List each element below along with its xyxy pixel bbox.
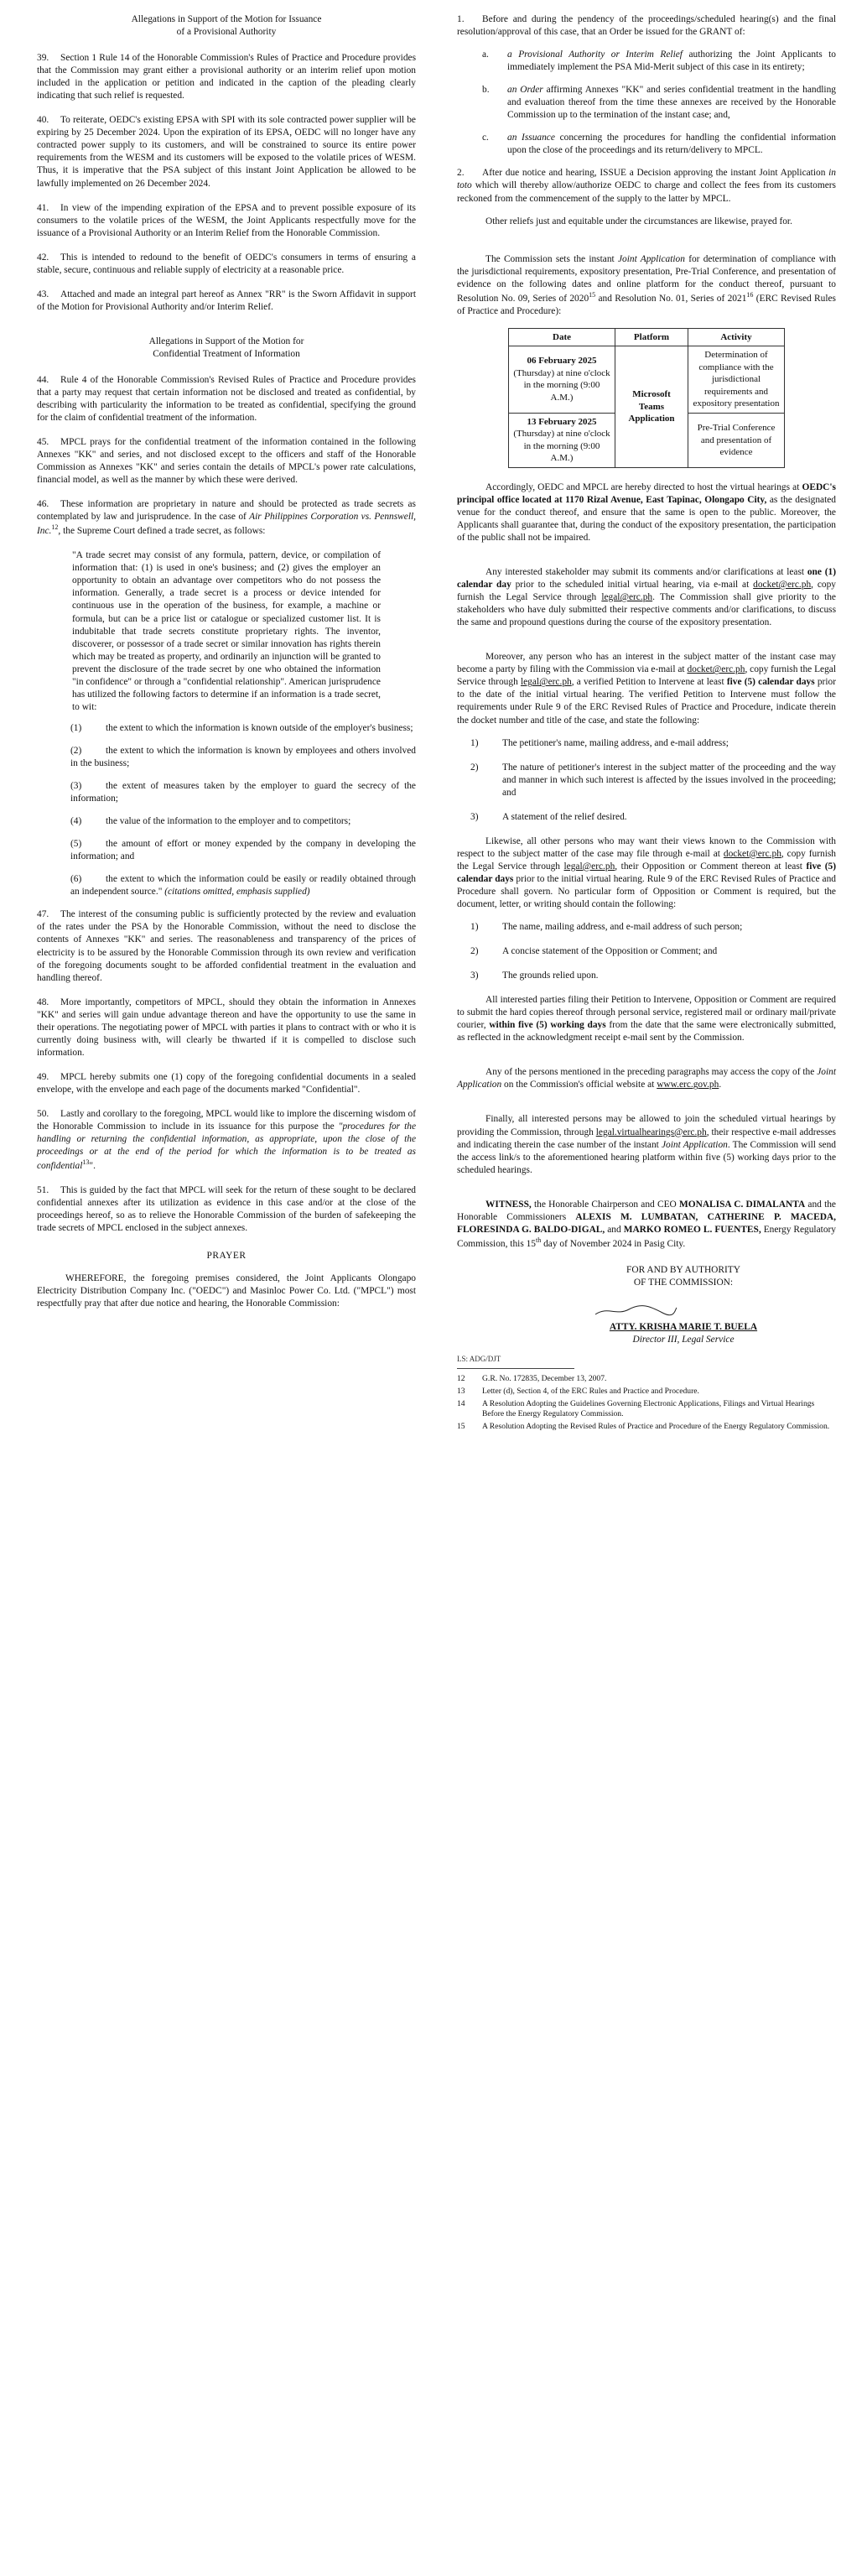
paragraph-44: 44. Rule 4 of the Honorable Commission's Revised Rules of Practice and Procedure provides that a party may request that certain information not be disclosed and treated as confidential, by describing with particularity the information to be treated as confidential, specifying the ground for the claim of confidential treatment of the information. (37, 374, 416, 424)
prayer-subitem-a: a. a Provisional Authority or Interim Relief authorizing the Joint Applicants to immediately implement the PSA Mid-Merit subject of this case in its entirety; (482, 49, 836, 73)
commission-sets-paragraph: The Commission sets the instant Joint Application for determination of compliance with the jurisdictional requirements, expository presentation, Pre-Trial Conference, and presentation of evidence on the following dates and online platform for the conduct thereof, pursuant to Resolution No. 09, Series of 2020$^{15}$ and Resolution No. 01, Series of 2021$^{16}$ (ERC Revised Rules of Practice and Procedure): (457, 253, 836, 316)
hardcopies-paragraph: All interested parties filing their Petition to Intervene, Opposition or Comment are required to submit the hard copies thereof through personal service, registered mail or ordinary mail/private courier, within five (5) working days from the date that the same were electronically submitted, as reflected in the acknowledgment receipt e-mail sent by the Commission. (457, 995, 836, 1043)
list-item: 1) The name, mailing address, and e-mail address of such person; (470, 922, 743, 933)
prayer-subitem-b: b. an Order affirming Annexes "KK" and series confidential treatment in the handling and evaluation thereof from the time these annexes are received by the Honorable Commission up to the termination of the instant case; and, (482, 85, 836, 121)
list-item: 3) The grounds relied upon. (470, 971, 599, 981)
witness-paragraph: WITNESS, the Honorable Chairperson and CEO MONALISA C. DIMALANTA and the Honorable Commissioners ALEXIS M. LUMBATAN, CATHERINE P. MACEDA, FLORESINDA G. BALDO-DIGAL, and MARKO ROMEO L. FUENTES, Energy Regulatory Commission, this 15th day of November 2024 in Pasig City. (457, 1199, 837, 1249)
section-heading-provisional-authority: Allegations in Support of the Motion for Issuance of a Provisional Authority (131, 14, 322, 38)
table-cell-activity: Determination of compliance with the jurisdictional requirements and expository presentation (688, 346, 785, 414)
table-cell-date: 13 February 2025 (Thursday) at nine o'clock in the morning (9:00 A.M.) (509, 413, 615, 467)
footnote-15: 15 A Resolution Adopting the Revised Rules of Practice and Procedure of the Energy Regulatory Commission. (457, 1421, 830, 1431)
prayer-item-2: 2. After due notice and hearing, ISSUE a Decision approving the instant Joint Application in toto which will thereby allow/authorize OEDC to charge and collect the fees from its customers reckoned from the commencement of the supply to the latter by MPCL. (457, 168, 836, 204)
paragraph-43: 43. Attached and made an integral part hereof as Annex "RR" is the Sworn Affidavit in support of the Motion for Provisional Authority and/or Interim Relief. (37, 289, 416, 312)
hearing-schedule-table (508, 328, 785, 468)
legal-email-link[interactable]: legal@erc.ph (563, 861, 615, 872)
list-item: 2) The nature of petitioner's interest in the subject matter of the proceeding and the way and manner in which such interest is affected by the issues involved in the proceeding; and (470, 762, 836, 798)
list-item: 3) A statement of the relief desired. (470, 811, 627, 822)
petition-requirements-list (470, 737, 836, 824)
footnote-13: 13 Letter (d), Section 4, of the ERC Rules and Practice and Procedure. (457, 1386, 699, 1396)
table-header-row (509, 328, 785, 346)
quote-text: "A trade secret may consist of any formula, pattern, device, or compilation of information that: (1) is used in one's business; and (2) gives the employer an opportunity to obtain an advantage over competitors who do not possess the information. Generally, a trade secret is a process or device intended for continuous use in the operation of the business, for example, a machine or formula, but can be a price list or catalogue or specialized customer list. It is indubitable that trade secrets constitute proprietary rights. The inventor, discoverer, or possessor of a trade secret or similar innovation has rights therein which may be treated as property, and ordinarily an injunction will be granted to prevent the disclosure of the trade secret by one who obtained the information "in confidence" or through a "confidential relationship". American jurisprudence has utilized the following factors to determine if an information is a trade secret, to wit: (72, 550, 381, 712)
signature-block (583, 1304, 784, 1346)
paragraph-45: 45. MPCL prays for the confidential treatment of the information contained in the following Annexes "KK" and series, and not disclosed except to the officers and staff of the Honorable Commission as Annexes "KK" and series contain the details of MPCL's power rate calculations, financial model, as well as the manner by which these were derived. (37, 437, 416, 486)
paragraph-50: 50. Lastly and corollary to the foregoing, MPCL would like to implore the discerning wisdom of the Honorable Commission to include in its issuance for this purpose the "procedures for the handling or returning the confidential information, as appropriate, upon the close of the proceedings or at the end of the period for which the information is to be treated as confidential$^{13}$". (37, 1108, 417, 1171)
authority-block: FOR AND BY AUTHORITY OF THE COMMISSION: (626, 1264, 740, 1288)
trade-secret-quote (72, 549, 381, 714)
other-reliefs: Other reliefs just and equitable under the circumstances are likewise, prayed for. (485, 216, 792, 226)
table-header-date: Date (509, 328, 615, 346)
paragraph-41: 41. In view of the impending expiration of the EPSA and to prevent possible exposure of its consumers to the volatile prices of the WESM, the Joint Applicants respectfully move for the issuance of a Provisional Authority or an Interim Relief from the Honorable Commission. (37, 202, 416, 238)
erc-website-link[interactable]: www.erc.gov.ph (657, 1080, 719, 1090)
signatory-title: Director III, Legal Service (632, 1334, 735, 1345)
factor-5: (5) the amount of effort or money expended by the company in developing the information; and (70, 839, 416, 862)
stakeholder-paragraph: Any interested stakeholder may submit its comments and/or clarifications at least one (1) calendar day prior to the scheduled initial virtual hearing, via e-mail at docket@erc.ph, copy furnish the Legal Service through legal@erc.ph. The Commission shall give priority to the stakeholders who have duly submitted their respective comments and/or clarifications, to discuss the same and propound questions during the course of the expository presentation. (457, 567, 837, 628)
finally-paragraph: Finally, all interested persons may be allowed to join the scheduled virtual hearings by providing the Commission, through legal.virtualhearings@erc.ph, their respective e-mail addresses and indicating therein the case number of the instant Joint Application. The Commission will send the access link/s to the aforementioned hearing platform within five (5) working days prior to the scheduled hearings. (457, 1114, 836, 1175)
factor-2: (2) the extent to which the information is known by employees and others involved in the business; (70, 745, 416, 768)
table-header-activity: Activity (688, 328, 785, 346)
docket-email-link[interactable]: docket@erc.ph (753, 580, 812, 591)
paragraph-47: 47. The interest of the consuming public is sufficiently protected by the review and evaluation of the rates under the PSA by the Honorable Commission, without the need to disclose the contents of Annexes "KK" and series. The reasonableness and transparency of the prices of electricity is to be assured by the Honorable Commission through its own review and verification of the foregoing documents sought to be afforded confidential treatment in the evaluation and handling thereof. (37, 909, 416, 983)
paragraph-40: 40. To reiterate, OEDC's existing EPSA with SPI with its sole contracted power supplier will be expiring by 25 December 2024. Upon the expiration of its EPSA, OEDC will no longer have any contracted power supply to its customers, and will be constrained to source its entire power requirements from the WESM and its customers will be exposed to the volatile prices of WESM. Thus, it is imperative that the PSA subject of this instant Joint Application be allowed to be lawfully implemented on 26 December 2024. (37, 115, 416, 189)
table-cell-activity: Pre-Trial Conference and presentation of evidence (688, 413, 785, 467)
paragraph-39: 39. Section 1 Rule 14 of the Honorable Commission's Rules of Practice and Procedure provides that the Commission may grant either a provisional authority or an interim relief upon motion included in the application or petition and indicated in the caption of the pleading clearly indicating that such relief is requested. (37, 53, 416, 101)
legal-email-link[interactable]: legal@erc.ph (520, 677, 572, 688)
table-row (509, 346, 785, 414)
docket-email-link[interactable]: docket@erc.ph (723, 848, 781, 859)
left-column (37, 13, 416, 1320)
prayer-heading: PRAYER (206, 1251, 247, 1262)
likewise-paragraph: Likewise, all other persons who may want their views known to the Commission with respect to the subject matter of the case may file through e-mail at docket@erc.ph, copy furnish the Legal Service through legal@erc.ph, their Opposition or Comment thereon at least five (5) calendar days prior to the initial virtual hearing. Rule 9 of the ERC Revised Rules of Practice and Procedure shall govern. No particular form of Opposition or Comment is required, but the document, letter, or writing should contain the following: (457, 835, 836, 910)
paragraph-48: 48. More importantly, competitors of MPCL, should they obtain the information in Annexes "KK" and series will gain undue advantage thereon and have the opportunity to use the same in their operations. The negotiating power of MPCL with parties it plans to contract with or who it is currently doing business with, will clearly be thwarted if it is compelled to disclose such information. (37, 997, 416, 1058)
initials: LS: ADG/DJT (457, 1354, 501, 1363)
prayer-subitems (482, 49, 836, 157)
citation-note: (citations omitted, emphasis supplied) (164, 887, 310, 898)
access-paragraph: Any of the persons mentioned in the preceding paragraphs may access the copy of the Joint Application on the Commission's official website at www.erc.gov.ph. (457, 1067, 836, 1090)
factor-4: (4) the value of the information to the employer and to competitors; (70, 816, 351, 827)
prayer-item-1: 1. Before and during the pendency of the proceedings/scheduled hearing(s) and the final resolution/approval of this case, that an Order be issued for the GRANT of: (457, 14, 836, 38)
table-header-platform: Platform (615, 328, 688, 346)
prayer-subitem-c: c. an Issuance concerning the procedures for handling the confidential information upon the close of the proceedings and its return/delivery to MPCL. (482, 133, 836, 156)
paragraph-51: 51. This is guided by the fact that MPCL will seek for the return of these sought to be declared confidential annexes after its utilization as evidence in this case and/or at the close of the proceedings hereof, so as to relieve the Honorable Commission of the burden of safekeeping the trade secrets of MPCL enclosed in the subject annexes. (37, 1185, 416, 1234)
factor-3: (3) the extent of measures taken by the employer to guard the secrecy of the information; (70, 781, 416, 804)
footnote-14: 14 A Resolution Adopting the Guidelines Governing Electronic Applications, Filings and Virtual Hearings Before the Energy Regulatory Commission. (457, 1398, 815, 1418)
docket-email-link[interactable]: docket@erc.ph (687, 664, 745, 675)
paragraph-49: 49. MPCL hereby submits one (1) copy of the foregoing confidential documents in a sealed envelope, with the envelope and each page of the documents marked "Confidential". (37, 1071, 416, 1095)
table-cell-platform: Microsoft Teams Application (615, 346, 688, 468)
intervene-paragraph: Moreover, any person who has an interest in the subject matter of the instant case may become a party by filing with the Commission via e-mail at docket@erc.ph, copy furnish the Legal Service through legal@erc.ph, a verified Petition to Intervene at least five (5) calendar days prior to the date of the initial virtual hearing. The verified Petition to Intervene must follow the requirements under Rule 9 of the ERC Revised Rules of Practice and Procedure, indicate therein the docket number and title of the case, and state the following: (457, 652, 836, 726)
table-cell-date: 06 February 2025 (Thursday) at nine o'clock in the morning (9:00 A.M.) (509, 346, 615, 414)
signatory-name: ATTY. KRISHA MARIE T. BUELA (609, 1321, 758, 1332)
list-item: 1) The petitioner's name, mailing address, and e-mail address; (470, 737, 729, 748)
virtual-hearings-email-link[interactable]: legal.virtualhearings@erc.ph (595, 1127, 707, 1137)
legal-email-link[interactable]: legal@erc.ph (601, 592, 653, 603)
right-column (457, 13, 836, 1434)
footnote-12: 12 G.R. No. 172835, December 13, 2007. (457, 1373, 607, 1383)
opposition-requirements-list (470, 921, 836, 982)
paragraph-46: 46. These information are proprietary in nature and should be protected as trade secrets as contemplated by law and jurisprudence. In the case of Air Philippines Corporation vs. Pennswell, Inc.$^{12}$, the Supreme Court defined a trade secret, as follows: (37, 499, 416, 537)
footnote-divider (457, 1368, 574, 1369)
section-heading-confidential-treatment: Allegations in Support of the Motion for Confidential Treatment of Information (148, 336, 304, 359)
factor-6: (6) the extent to which the information could be easily or readily obtained through an independent source." (citations omitted, emphasis supplied) (70, 874, 416, 898)
factor-1: (1) the extent to which the information is known outside of the employer's business; (70, 722, 413, 733)
signature-scribble (583, 1304, 683, 1318)
accordingly-paragraph: Accordingly, OEDC and MPCL are hereby directed to host the virtual hearings at OEDC's principal office located at 1170 Rizal Avenue, East Tapinac, Olongapo City, as the designated venue for the conduct thereof, and ensure that the same is open to the public. Moreover, the Applicants shall guarantee that, during the conduct of the expository presentation, the participation of the public shall not be impaired. (457, 481, 836, 543)
prayer-paragraph: WHEREFORE, the foregoing premises considered, the Joint Applicants Olongapo Electricity Distribution Company Inc. ("OEDC") and Masinloc Power Co. Ltd. ("MPCL") most respectfully pray that after due notice and hearing, the Honorable Commission: (37, 1273, 416, 1309)
list-item: 2) A concise statement of the Opposition or Comment; and (470, 946, 718, 957)
paragraph-42: 42. This is intended to redound to the benefit of OEDC's consumers in terms of ensuring a stable, secure, continuous and reliable supply of electricity at a reasonable price. (37, 252, 416, 275)
